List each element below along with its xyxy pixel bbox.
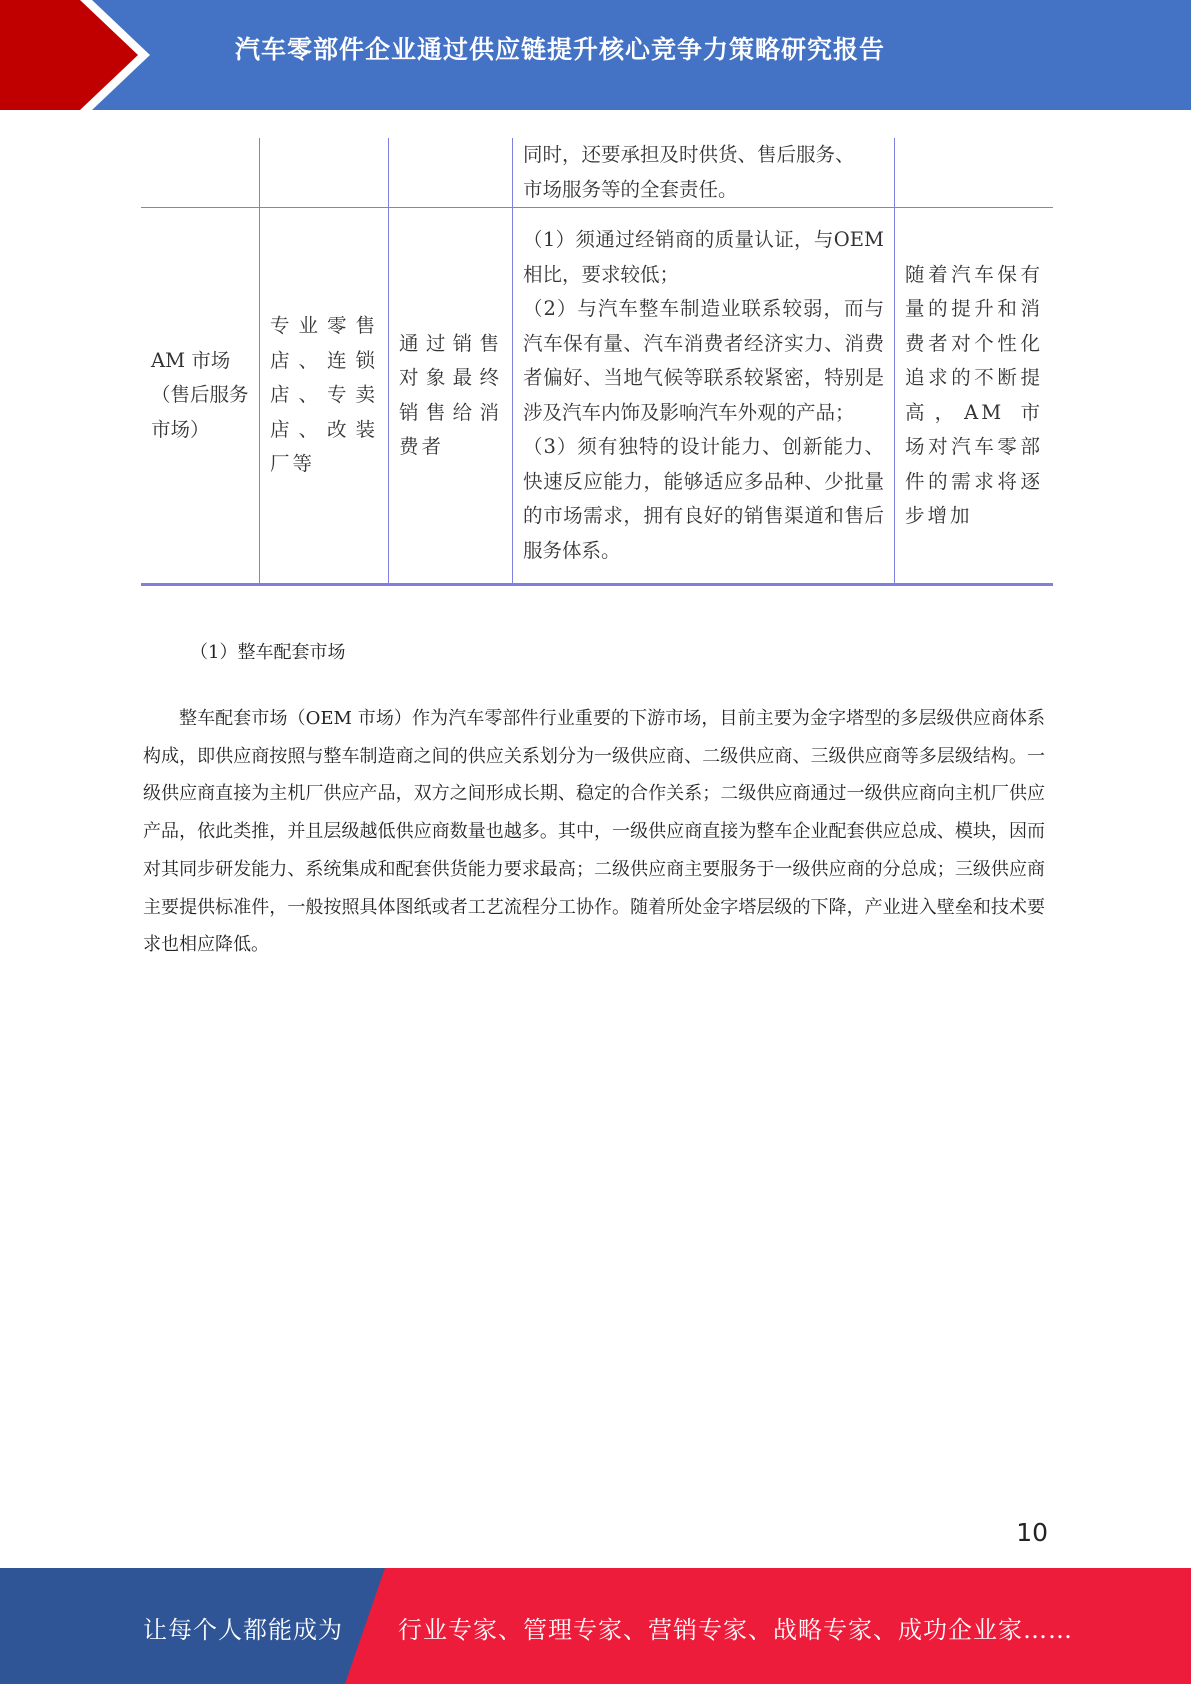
section-paragraph: 整车配套市场（OEM 市场）作为汽车零部件行业重要的下游市场，目前主要为金字塔型的多层级供应商体系构成，即供应商按照与整车制造商之间的供应关系划分为一级供应商、二级供应商、三级供应商等多层级结构。一级供应商直接为主机厂供应产品，双方之间形成长期、稳定的合作关系；二级供应商通过一级供应商向主机厂供应产品，依此类推，并且层级越低供应商数量也越多。其中，一级供应商直接为整车企业配套供应总成、模块，因而对其同步研发能力、系统集成和配套供货能力要求最高；二级供应商主要服务于一级供应商的分总成；三级供应商主要提供标准件，一般按照具体图纸或者工艺流程分工协作。随着所处金字塔层级的下降，产业进入壁垒和技术要求也相应降低。 [143, 708, 1045, 956]
table-cell-trend: 随着汽车保有量的提升和消费者对个性化追求的不断提高，AM 市场对汽车零部件的需求将逐步增加 [895, 208, 1054, 585]
table-cell-empty [260, 138, 389, 208]
table-row-am-market [141, 208, 1053, 585]
table-cell-requirements-continued [513, 138, 895, 208]
requirement-item: （3）须有独特的设计能力、创新能力、快速反应能力，能够适应多品种、少批量的市场需求，拥有良好的销售渠道和售后服务体系。 [523, 435, 884, 562]
footer-slogan-left: 让每个人都能成为 [143, 1616, 343, 1644]
page-footer [0, 1568, 1191, 1684]
header-arrow-decoration [0, 0, 160, 110]
table-cell-channel: 专业零售店、连锁店、专卖店、改装厂等 [260, 208, 389, 585]
requirements-line: 市场服务等的全套责任。 [523, 177, 738, 201]
table-cell-empty [389, 138, 513, 208]
table-cell-empty [141, 138, 260, 208]
table-row-continued [141, 138, 1053, 208]
page-number: 10 [1016, 1518, 1048, 1547]
report-title: 汽车零部件企业通过供应链提升核心竞争力策略研究报告 [235, 35, 886, 64]
table-cell-empty [895, 138, 1054, 208]
table-cell-sales-method: 通过销售对象最终销售给消费者 [389, 208, 513, 585]
footer-slogan-right: 行业专家、管理专家、营销专家、战略专家、成功企业家…… [398, 1616, 1073, 1644]
page-header [0, 0, 1191, 110]
table-cell-market: AM 市场（售后服务市场） [141, 208, 260, 585]
requirement-item: （1）须通过经销商的质量认证，与OEM 相比，要求较低； [523, 228, 884, 286]
market-comparison-table [141, 138, 1053, 586]
requirements-line: 同时，还要承担及时供货、售后服务、 [523, 143, 855, 166]
table-cell-requirements [513, 208, 895, 585]
requirement-item: （2）与汽车整车制造业联系较弱，而与汽车保有量、汽车消费者经济实力、消费者偏好、当地气候等联系较紧密，特别是涉及汽车内饰及影响汽车外观的产品； [523, 297, 884, 424]
section-subheading: （1）整车配套市场 [190, 642, 346, 663]
